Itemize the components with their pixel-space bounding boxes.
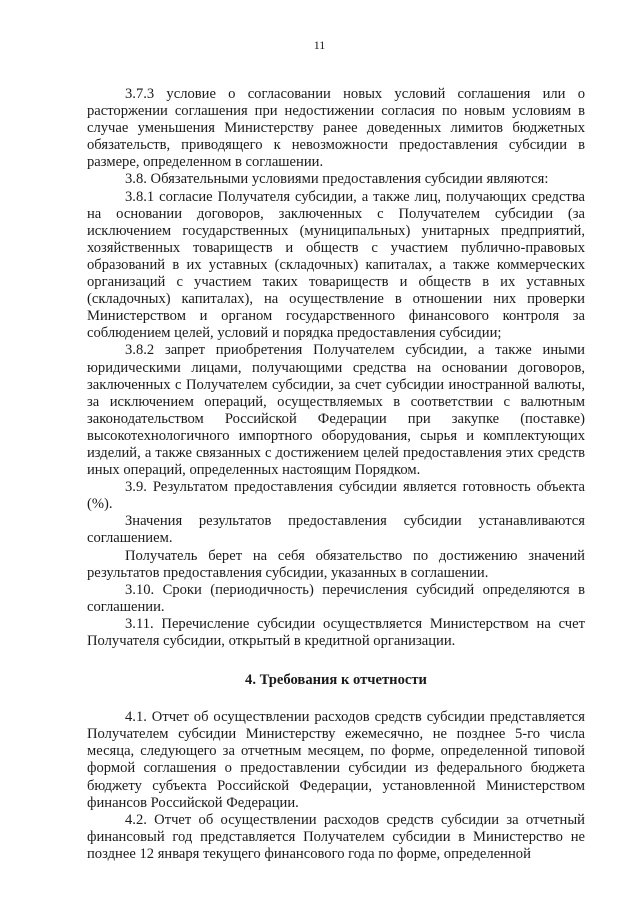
paragraph-3-8: 3.8. Обязательными условиями предоставления субсидии являются: [125, 171, 549, 188]
document-body [87, 86, 585, 863]
paragraph-result-values: Значения результатов предоставления субсидии устанавливаются соглашением. [87, 513, 585, 547]
paragraph-3-8-1: 3.8.1 согласие Получателя субсидии, а также лиц, получающих средства на основании договоров, заключенных с Получателем субсидии (за исключением государственных (муниципальных) унитарных предприятий, хозяйственных товариществ и обществ с участием публично-правовых образований в их уставных (складочных) капиталах, а также коммерческих организаций с участием таких товариществ и обществ в их уставных (складочных) капиталах), на осуществление в отношении них проверки Министерством и органом государственного финансового контроля за соблюдением целей, условий и порядка предоставления субсидии; [87, 188, 585, 342]
paragraph-3-10: 3.10. Сроки (периодичность) перечисления субсидий определяются в соглашении. [87, 581, 585, 615]
section-heading: 4. Требования к отчетности [245, 672, 427, 689]
paragraph-3-8-2: 3.8.2 запрет приобретения Получателем субсидии, а также иными юридическими лицами, получающими средства на основании договоров, заключенных с Получателем субсидии, за счет субсидии иностранной валюты, за исключением операций, осуществляемых в соответствии с валютным законодательством Российской Федерации при закупке (поставке) высокотехнологичного импортного оборудования, сырья и комплектующих изделий, а также связанных с достижением целей предоставления этих средств иных операций, определенных настоящим Порядком. [87, 342, 585, 479]
paragraph-3-9: 3.9. Результатом предоставления субсидии является готовность объекта (%). [87, 479, 585, 513]
paragraph-4-1: 4.1. Отчет об осуществлении расходов средств субсидии представляется Получателем субсидии Министерству ежемесячно, не позднее 5-го числа месяца, следующего за отчетным месяцем, по форме, определенной типовой формой соглашения о предоставлении субсидии из федерального бюджета бюджету субъекта Российской Федерации, установленной Министерством финансов Российской Федерации. [87, 709, 585, 811]
paragraph-3-7-3: 3.7.3 условие о согласовании новых условий соглашения или о расторжении соглашения при недостижении согласия по новым условиям в случае уменьшения Министерству ранее доведенных лимитов бюджетных обязательств, приводящего к невозможности предоставления субсидии в размере, определенном в соглашении. [87, 86, 585, 171]
paragraph-4-2: 4.2. Отчет об осуществлении расходов средств субсидии за отчетный финансовый год представляется Получателем субсидии в Министерство не позднее 12 января текущего финансового года по форме, определенной [87, 811, 585, 862]
paragraph-3-11: 3.11. Перечисление субсидии осуществляется Министерством на счет Получателя субсидии, открытый в кредитной организации. [87, 615, 585, 649]
page-number: 11 [313, 38, 326, 52]
paragraph-recipient-obligation: Получатель берет на себя обязательство по достижению значений результатов предоставления субсидии, указанных в соглашении. [87, 547, 585, 581]
